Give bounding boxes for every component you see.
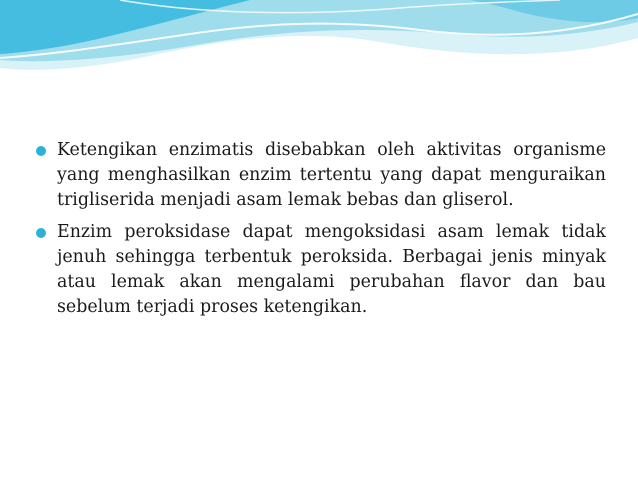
bullet-text: Ketengikan enzimatis disebabkan oleh aktivitas organisme yang menghasilkan enzim tertentu yang dapat menguraikan trigliserida menjadi asam lemak bebas dan gliserol. [57,140,606,211]
bullet-dot-icon [36,146,46,156]
bullet-item-peroxidase [36,220,606,321]
bullet-list [36,138,606,320]
bullet-dot-icon [36,228,46,238]
bullet-text: Enzim peroksidase dapat mengoksidasi asam lemak tidak jenuh sehingga terbentuk peroksida. Berbagai jenis minyak atau lemak akan mengalami perubahan flavor dan bau sebelum terjadi proses ketengikan. [57,221,606,318]
slide-body [36,138,606,326]
bullet-item-enzymatic-rancidity [36,138,606,214]
header-wave-decoration [0,0,638,80]
